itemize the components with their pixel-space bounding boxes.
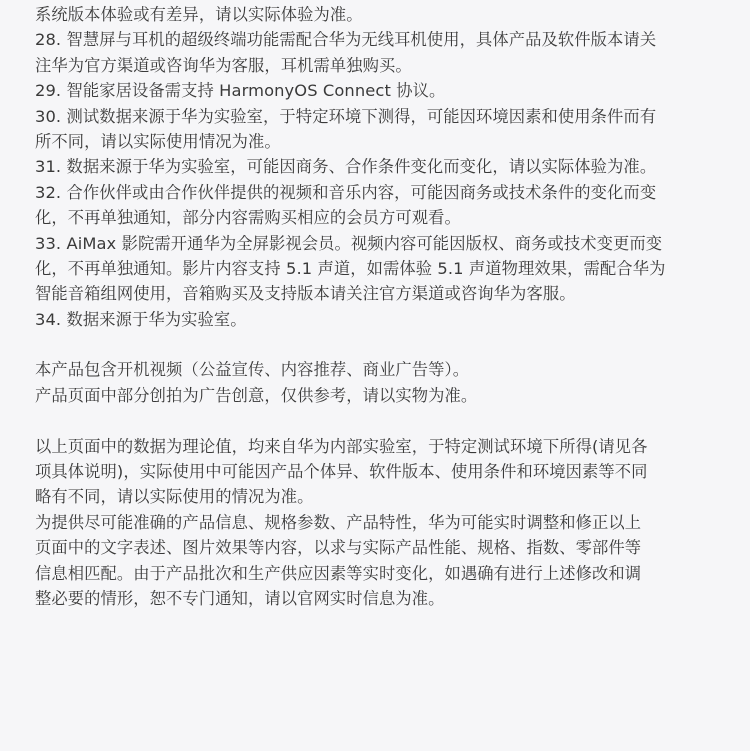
footnote-28-line-2: 注华为官方渠道或咨询华为客服，耳机需单独购买。 — [35, 55, 412, 75]
disclaimer-line-7: 整必要的情形，恕不专门通知，请以官网实时信息为准。 — [35, 588, 445, 608]
footnote-31: 31. 数据来源于华为实验室，可能因商务、合作条件变化而变化，请以实际体验为准。 — [35, 157, 657, 177]
disclaimer-line-3: 略有不同，请以实际使用的情况为准。 — [35, 487, 314, 507]
disclaimer-line-1: 以上页面中的数据为理论值，均来自华为内部实验室，于特定测试环境下所得(请见各 — [35, 436, 648, 456]
footnote-34: 34. 数据来源于华为实验室。 — [35, 309, 247, 329]
paragraph-gap — [35, 408, 725, 433]
disclaimer-line-4: 为提供尽可能准确的产品信息、规格参数、产品特性，华为可能实时调整和修正以上 — [35, 512, 642, 532]
footnote-33-line-1: 33. AiMax 影院需开通华为全屏影视会员。视频内容可能因版权、商务或技术变更而变 — [35, 233, 663, 253]
footnote-32-line-2: 化，不再单独通知，部分内容需购买相应的会员方可观看。 — [35, 208, 461, 228]
product-notice-line-2: 产品页面中部分创拍为广告创意，仅供参考，请以实物为准。 — [35, 385, 478, 405]
footnote-33-line-2: 化，不再单独通知。影片内容支持 5.1 声道，如需体验 5.1 声道物理效果，需配合华为 — [35, 258, 666, 278]
footnotes-document — [35, 0, 725, 611]
footnote-27-tail: 系统版本体验或有差异，请以实际体验为准。 — [35, 5, 363, 24]
footnote-29: 29. 智能家居设备需支持 HarmonyOS Connect 协议。 — [35, 81, 446, 101]
product-notice-line-1: 本产品包含开机视频（公益宣传、内容推荐、商业广告等）。 — [35, 360, 470, 380]
disclaimer-line-5: 页面中的文字表述、图片效果等内容，以求与实际产品性能、规格、指数、零部件等 — [35, 538, 642, 558]
paragraph-gap — [35, 332, 725, 357]
footnote-30-line-1: 30. 测试数据来源于华为实验室，于特定环境下测得，可能因环境因素和使用条件而有 — [35, 106, 657, 126]
footnote-28-line-1: 28. 智慧屏与耳机的超级终端功能需配合华为无线耳机使用，具体产品及软件版本请关 — [35, 30, 657, 50]
footnote-33-line-3: 智能音箱组网使用，音箱购买及支持版本请关注官方渠道或咨询华为客服。 — [35, 284, 576, 304]
footnote-30-line-2: 所不同，请以实际使用情况为准。 — [35, 131, 281, 151]
disclaimer-line-2: 项具体说明)，实际使用中可能因产品个体异、软件版本、使用条件和环境因素等不同 — [35, 462, 648, 482]
disclaimer-line-6: 信息相匹配。由于产品批次和生产供应因素等实时变化，如遇确有进行上述修改和调 — [35, 563, 642, 583]
footnote-32-line-1: 32. 合作伙伴或由合作伙伴提供的视频和音乐内容，可能因商务或技术条件的变化而变 — [35, 182, 657, 202]
